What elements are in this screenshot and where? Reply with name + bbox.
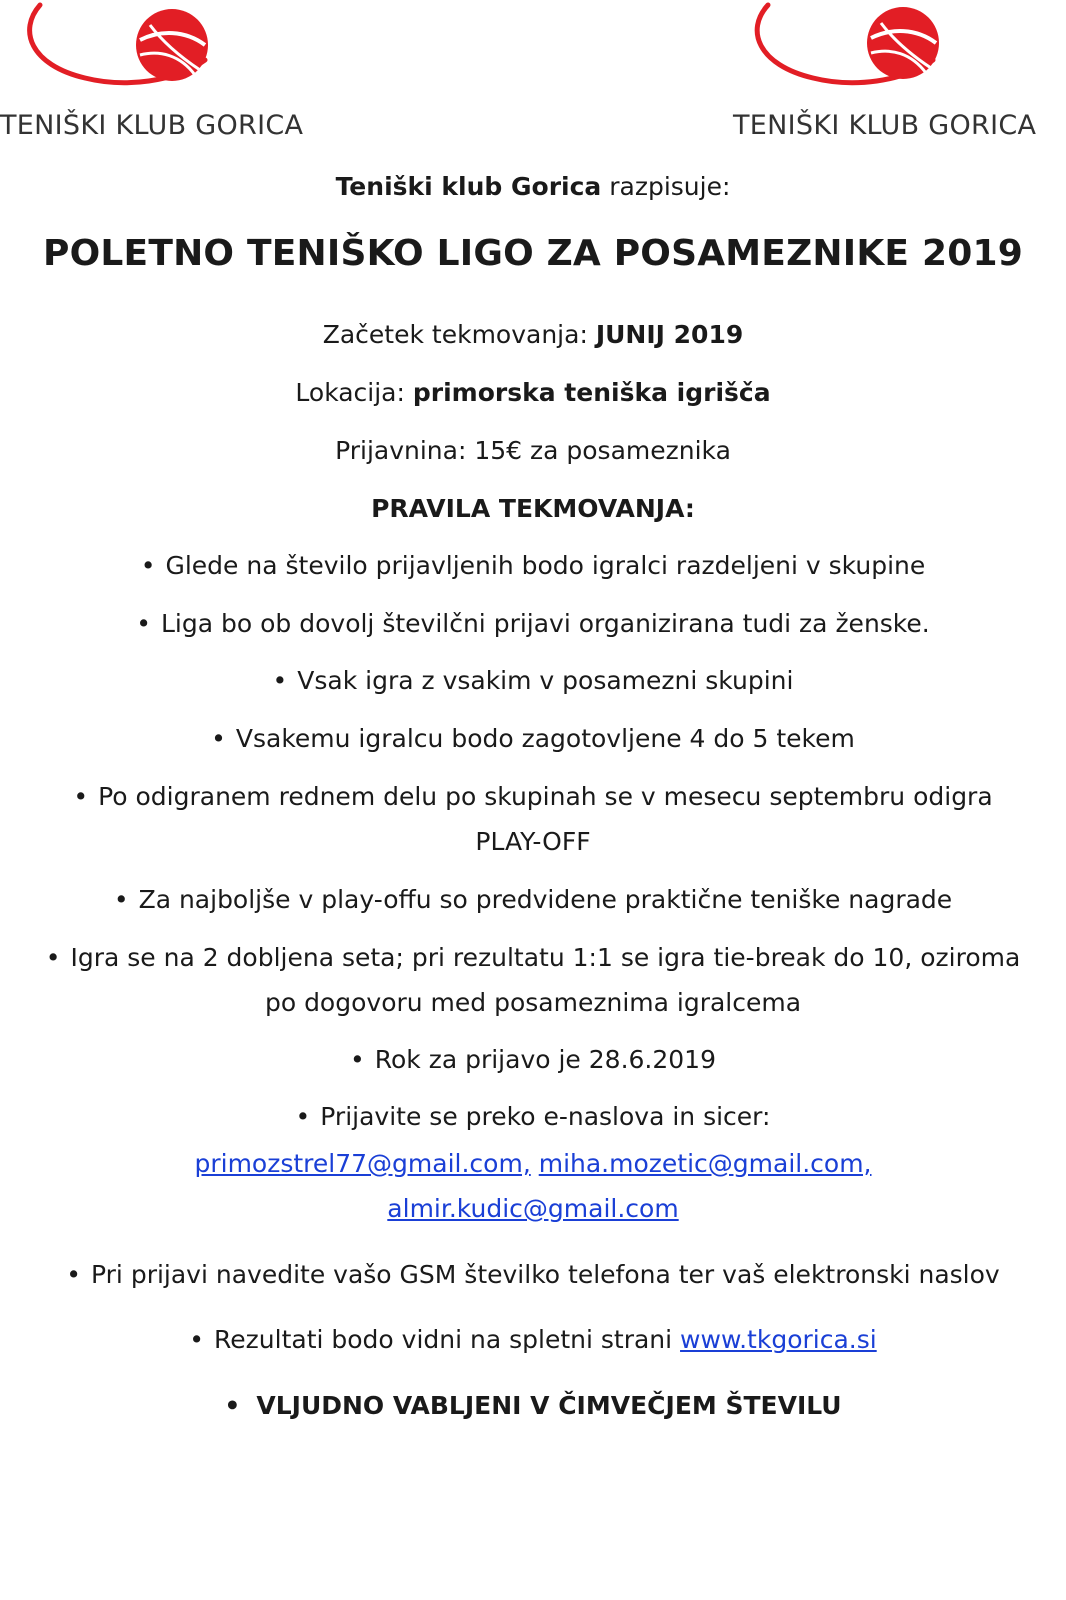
bullet-icon: • (189, 1325, 205, 1354)
logo-text: TENIŠKI KLUB GORICA (0, 110, 304, 141)
start-label: Začetek tekmovanja: (322, 320, 596, 349)
closing-line: • VLJUDNO VABLJENI V ČIMVEČJEM ŠTEVILU (224, 1391, 842, 1420)
bullet-icon: • (136, 609, 151, 638)
logo-text: TENIŠKI KLUB GORICA (733, 110, 1037, 141)
email-link-miha-mozetic[interactable]: miha.mozetic@gmail.com, (538, 1149, 872, 1178)
bullet-icon: • (349, 1045, 365, 1074)
rule-item: • Igra se na 2 dobljena seta; pri rezultatu 1:1 se igra tie-break do 10, oziroma (45, 943, 1021, 972)
results-line: • Rezultati bodo vidni na spletni strani www.tkgorica.si (189, 1325, 877, 1354)
email-links-line (0, 1147, 1066, 1181)
rules-heading: PRAVILA TEKMOVANJA: (371, 494, 695, 523)
rule-item-continuation: po dogovoru med posameznima igralcema (264, 988, 802, 1017)
start-value: JUNIJ 2019 (595, 320, 744, 349)
bullet-icon: • (66, 1260, 82, 1289)
rule-item: • Glede na število prijavljenih bodo igralci razdeljeni v skupine (140, 551, 926, 580)
bullet-icon: • (45, 943, 61, 972)
rule-item: • Vsak igra z vsakim v posamezni skupini (272, 666, 794, 695)
email-link-almir-kudic[interactable]: almir.kudic@gmail.com (387, 1194, 679, 1223)
location-value: primorska teniška igrišča (412, 378, 771, 407)
start-line (0, 318, 1066, 352)
intro-text: razpisuje: (601, 172, 731, 201)
page-title: POLETNO TENIŠKO LIGO ZA POSAMEZNIKE 2019 (43, 233, 1023, 274)
rule-item: • Po odigranem rednem delu po skupinah se v mesecu septembru odigra (73, 782, 993, 811)
rule-item: • Rok za prijavo je 28.6.2019 (349, 1045, 716, 1074)
signup-line: • Prijavite se preko e-naslova in sicer: (295, 1102, 771, 1131)
intro-line (0, 170, 1066, 204)
bullet-icon: • (224, 1391, 241, 1420)
bullet-icon: • (73, 782, 89, 811)
club-name: Teniški klub Gorica (335, 172, 602, 201)
bullet-icon: • (113, 885, 129, 914)
gsm-line: • Pri prijavi navedite vašo GSM številko telefona ter vaš elektronski naslov (66, 1260, 1000, 1289)
email-link-primozstrel[interactable]: primozstrel77@gmail.com, (194, 1149, 531, 1178)
rule-item: • Vsakemu igralcu bodo zagotovljene 4 do 5 tekem (211, 724, 855, 753)
bullet-icon: • (140, 551, 156, 580)
location-label: Lokacija: (295, 378, 413, 407)
rule-item: • Liga bo ob dovolj številčni prijavi organizirana tudi za ženske. (136, 609, 930, 638)
rule-item: • Za najboljše v play-offu so predvidene praktične teniške nagrade (113, 885, 953, 914)
location-line (0, 376, 1066, 410)
tennis-ball-logo-icon (733, 0, 1063, 110)
bullet-icon: • (272, 666, 288, 695)
club-logo-left (0, 0, 330, 150)
bullet-icon: • (211, 724, 226, 753)
bullet-icon: • (295, 1102, 311, 1131)
tennis-ball-logo-icon (0, 0, 330, 110)
club-logo-right (733, 0, 1063, 150)
fee-line: Prijavnina: 15€ za posameznika (335, 436, 731, 465)
website-link[interactable]: www.tkgorica.si (680, 1325, 877, 1354)
email-links-line (0, 1192, 1066, 1226)
rule-item-continuation: PLAY-OFF (475, 827, 591, 856)
